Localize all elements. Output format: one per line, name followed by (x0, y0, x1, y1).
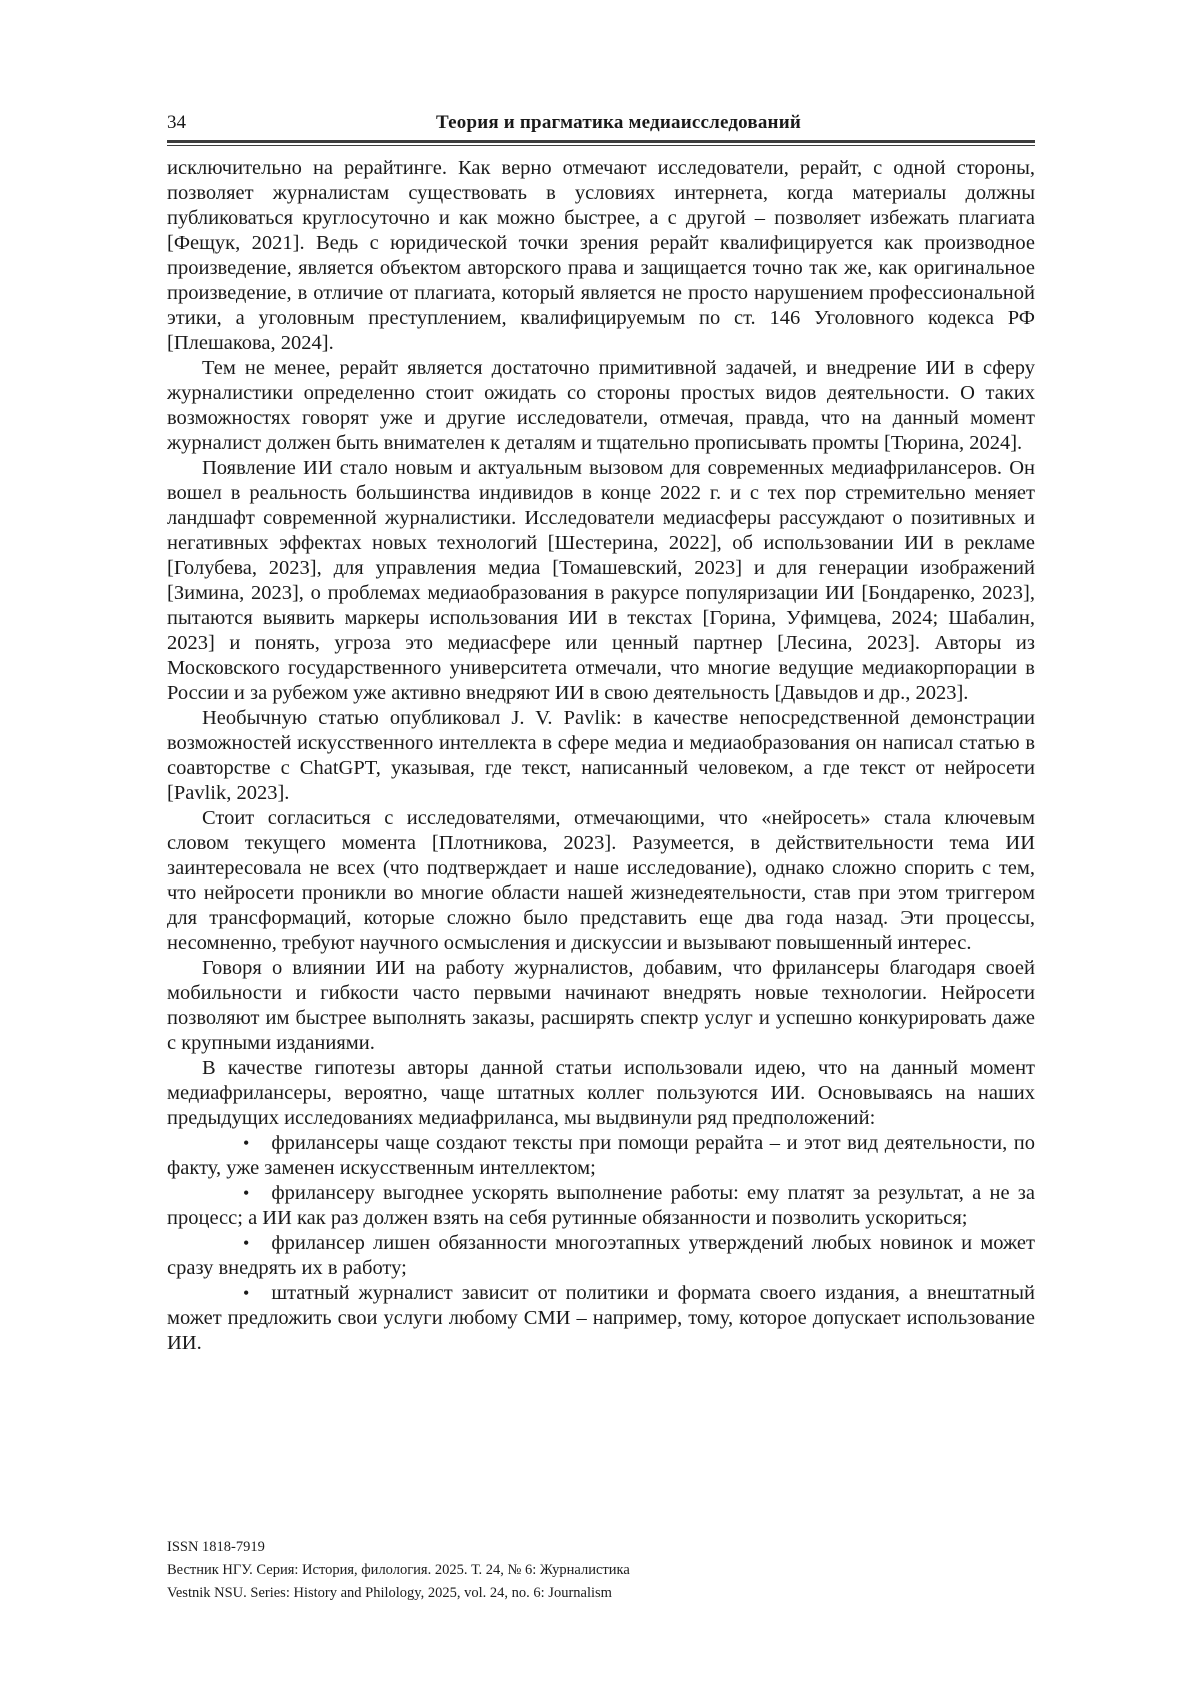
footer-journal-en: Vestnik NSU. Series: History and Philology, 2025, vol. 24, no. 6: Journalism (167, 1585, 612, 1601)
bullet-text: фрилансеру выгоднее ускорять выполнение работы: ему платят за результат, а не за процесс; а ИИ как раз должен взять на себя рутинные обязанности и позволить ускориться; (167, 1182, 1035, 1229)
bullet-item (167, 1281, 1035, 1356)
footer-imprint (167, 1536, 1035, 1605)
bullet-text: штатный журналист зависит от политики и формата своего издания, а внештатный может предложить свои услуги любому СМИ – например, тому, которое допускает использование ИИ. (167, 1282, 1035, 1354)
paragraph: Тем не менее, рерайт является достаточно примитивной задачей, и внедрение ИИ в сферу журналистики определенно стоит ожидать со стороны простых видов деятельности. О таких возможностях говорят уже и другие исследователи, отмечая, правда, что на данный момент журналист должен быть внимателен к деталям и тщательно прописывать промты [Тюрина, 2024]. (167, 357, 1035, 454)
paragraph: Необычную статью опубликовал J. V. Pavlik: в качестве непосредственной демонстрации возможностей искусственного интеллекта в сфере медиа и медиаобразования он написал статью в соавторстве с ChatGPT, указывая, где текст, написанный человеком, а где текст от нейросети [Pavlik, 2023]. (167, 707, 1035, 804)
bullet-item (167, 1181, 1035, 1231)
bullet-marker: • (243, 1133, 250, 1153)
bullet-text: фрилансеры чаще создают тексты при помощи рерайта – и этот вид деятельности, по факту, уже заменен искусственным интеллектом; (167, 1132, 1035, 1179)
running-title: Теория и прагматика медиаисследований (435, 112, 801, 133)
bullet-marker: • (243, 1233, 250, 1253)
paragraph: исключительно на рерайтинге. Как верно отмечают исследователи, рерайт, с одной стороны, позволяет журналистам существовать в условиях интернета, когда материалы должны публиковаться круглосуточно и как можно быстрее, а с другой – позволяет избежать плагиата [Фещук, 2021]. Ведь с юридической точки зрения рерайт квалифицируется как производное произведение, является объектом авторского права и защищается точно так же, как оригинальное произведение, в отличие от плагиата, который является не просто нарушением профессиональной этики, а уголовным преступлением, квалифицируемым по ст. 146 Уголовного кодекса РФ [Плешакова, 2024]. (167, 157, 1035, 354)
paragraph: Стоит согласиться с исследователями, отмечающими, что «нейросеть» стала ключевым словом текущего момента [Плотникова, 2023]. Разумеется, в действительности тема ИИ заинтересовала не всех (что подтверждает и наше исследование), однако сложно спорить с тем, что нейросети проникли во многие области нашей жизнедеятельности, став при этом триггером для трансформаций, которые сложно было представить еще два года назад. Эти процессы, несомненно, требуют научного осмысления и дискуссии и вызывают повышенный интерес. (167, 807, 1035, 954)
paragraph: Появление ИИ стало новым и актуальным вызовом для современных медиафрилансеров. Он вошел в реальность большинства индивидов в конце 2022 г. и с тех пор стремительно меняет ландшафт современной журналистики. Исследователи медиасферы рассуждают о позитивных и негативных эффектах новых технологий [Шестерина, 2022], об использовании ИИ в рекламе [Голубева, 2023], для управления медиа [Томашевский, 2023] и для генерации изображений [Зимина, 2023], о проблемах медиаобразования в ракурсе популяризации ИИ [Бондаренко, 2023], пытаются выявить маркеры использования ИИ в текстах [Горина, Уфимцева, 2024; Шабалин, 2023] и понять, угроза это медиасфере или ценный партнер [Лесина, 2023]. Авторы из Московского государственного университета отмечали, что многие ведущие медиакорпорации в России и за рубежом уже активно внедряют ИИ в свою деятельность [Давыдов и др., 2023]. (167, 457, 1035, 704)
bullet-text: фрилансер лишен обязанности многоэтапных утверждений любых новинок и может сразу внедрять их в работу; (167, 1232, 1035, 1279)
paragraph: В качестве гипотезы авторы данной статьи использовали идею, что на данный момент медиафрилансеры, вероятно, чаще штатных коллег пользуются ИИ. Основываясь на наших предыдущих исследованиях медиафриланса, мы выдвинули ряд предположений: (167, 1057, 1035, 1129)
bullet-item (167, 1131, 1035, 1181)
bullet-item (167, 1231, 1035, 1281)
bullet-marker: • (243, 1183, 250, 1203)
footer-journal-ru: Вестник НГУ. Серия: История, филология. 2025. Т. 24, № 6: Журналистика (167, 1562, 630, 1578)
footer-issn: ISSN 1818-7919 (167, 1539, 265, 1555)
paragraph: Говоря о влиянии ИИ на работу журналистов, добавим, что фрилансеры благодаря своей мобильности и гибкости часто первыми начинают внедрять новые технологии. Нейросети позволяют им быстрее выполнять заказы, расширять спектр услуг и успешно конкурировать даже с крупными изданиями. (167, 957, 1035, 1054)
bullet-marker: • (243, 1283, 250, 1303)
body-content (167, 156, 1035, 1356)
running-header (167, 112, 1035, 146)
page-number: 34 (167, 112, 186, 133)
header-rule (167, 140, 1035, 146)
